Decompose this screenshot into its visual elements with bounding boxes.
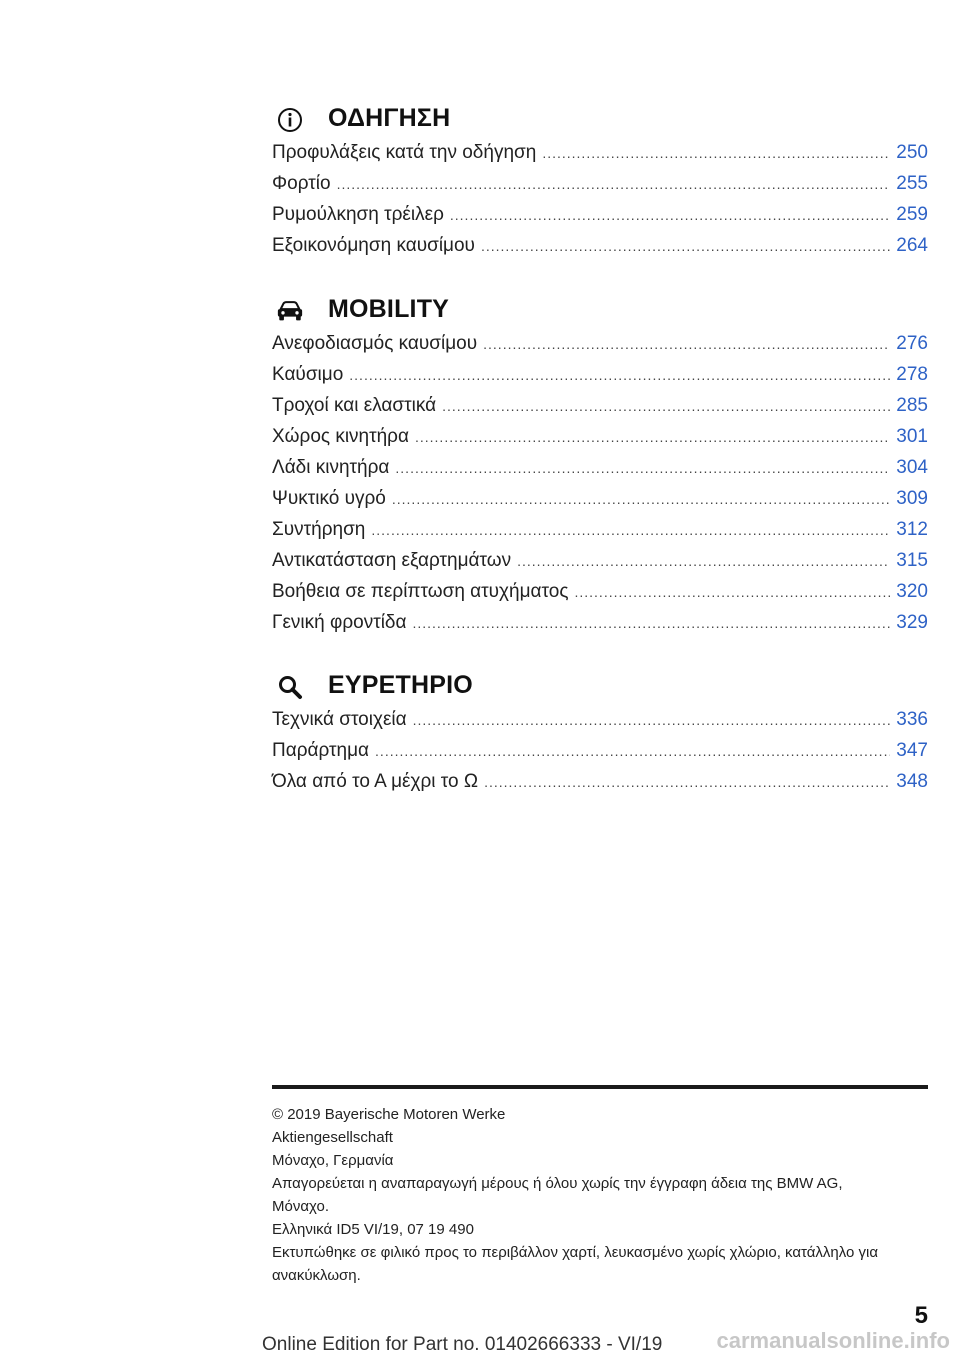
toc-section-mobility [272,293,928,643]
section-header [272,669,928,705]
toc-entry-label: Χώρος κινητήρα [272,426,409,447]
toc-page-link[interactable]: 336 [896,709,928,730]
toc-entry-label: Φορτίο [272,173,331,194]
toc-entry-label: Γενική φροντίδα [272,612,407,633]
imprint-line: Ελληνικά ID5 VI/19, 07 19 490 [272,1221,474,1238]
toc-entry-label: Τεχνικά στοιχεία [272,709,407,730]
toc-page-link[interactable]: 278 [896,364,928,385]
toc-entry[interactable] [272,333,928,364]
dot-leader [415,429,890,445]
toc-page-link[interactable]: 347 [896,740,928,761]
toc-page-link[interactable]: 301 [896,426,928,447]
toc-page-link[interactable]: 250 [896,142,928,163]
imprint-line: Απαγορεύεται η αναπαραγωγή μέρους ή όλου χωρίς την έγγραφη άδεια της BMW AG, [272,1175,843,1192]
imprint-line: Μόναχο, Γερμανία [272,1152,394,1169]
dot-leader [413,712,891,728]
toc-page-link[interactable]: 264 [896,235,928,256]
toc-entry-label: Όλα από το Α μέχρι το Ω [272,771,479,792]
section-title: ΟΔΗΓΗΣΗ [328,104,451,132]
toc-entry-label: Καύσιμο [272,364,344,385]
dot-leader [574,584,890,600]
toc-entry-label: Τροχοί και ελαστικά [272,395,437,416]
toc-entry[interactable] [272,173,928,204]
toc-entry-label: Παράρτημα [272,740,370,761]
toc-entry-label: Ανεφοδιασμός καυσίμου [272,333,478,354]
online-edition-footer: Online Edition for Part no. 01402666333 - VI/19 [262,1334,663,1355]
toc-entry[interactable] [272,709,928,740]
toc-entry[interactable] [272,142,928,173]
toc-entry-label: Βοήθεια σε περίπτωση ατυχήματος [272,581,569,602]
toc-section-index [272,669,928,802]
toc-entry[interactable] [272,612,928,643]
dot-leader [371,522,890,538]
toc-section-driving [272,102,928,266]
toc-entry[interactable] [272,740,928,771]
dot-leader [337,176,891,192]
dot-leader [412,615,890,631]
toc-entry[interactable] [272,395,928,426]
toc-entry-label: Συντήρηση [272,519,366,540]
toc-entry-label: Ψυκτικό υγρό [272,488,386,509]
imprint-divider [272,1085,928,1089]
toc-entry[interactable] [272,235,928,266]
dot-leader [484,774,890,790]
section-title: ΕΥΡΕΤΗΡΙΟ [328,671,473,699]
toc-entry-label: Αντικατάσταση εξαρτημάτων [272,550,512,571]
toc-page-link[interactable]: 320 [896,581,928,602]
dot-leader [349,367,890,383]
imprint-block [272,1103,928,1287]
toc-entry[interactable] [272,488,928,519]
section-header [272,102,928,138]
info-icon [276,106,304,134]
page-number: 5 [914,1302,928,1329]
toc-entry-label: Λάδι κινητήρα [272,457,390,478]
dot-leader [375,743,890,759]
toc-entry[interactable] [272,519,928,550]
imprint-line: © 2019 Bayerische Motoren Werke [272,1106,506,1123]
toc-page-link[interactable]: 304 [896,457,928,478]
toc-page-link[interactable]: 309 [896,488,928,509]
toc-entry-label: Ρυμούλκηση τρέιλερ [272,204,444,225]
imprint-line: Εκτυπώθηκε σε φιλικό προς το περιβάλλον χαρτί, λευκασμένο χωρίς χλώριο, κατάλληλο για [272,1244,879,1261]
watermark: carmanualsonline.info [716,1328,950,1353]
dot-leader [481,238,890,254]
dot-leader [483,336,890,352]
dot-leader [542,145,890,161]
dot-leader [450,207,890,223]
section-header [272,293,928,329]
toc-page-link[interactable]: 312 [896,519,928,540]
section-title: MOBILITY [328,295,450,323]
toc-page-link[interactable]: 255 [896,173,928,194]
dot-leader [442,398,890,414]
toc-page-link[interactable]: 348 [896,771,928,792]
toc-entry[interactable] [272,771,928,802]
dot-leader [392,491,890,507]
toc-entry[interactable] [272,457,928,488]
toc-entry-label: Προφυλάξεις κατά την οδήγηση [272,142,537,163]
toc-entry-label: Εξοικονόμηση καυσίμου [272,235,475,256]
toc-entry[interactable] [272,364,928,395]
imprint-line: ανακύκλωση. [272,1267,361,1284]
car-icon [276,297,304,325]
toc-page-link[interactable]: 276 [896,333,928,354]
dot-leader [395,460,890,476]
imprint-line: Μόναχο. [272,1198,329,1215]
toc-entry[interactable] [272,550,928,581]
dot-leader [517,553,890,569]
imprint-line: Aktiengesellschaft [272,1129,393,1146]
search-icon [276,673,304,701]
toc-entry[interactable] [272,581,928,612]
toc-entry[interactable] [272,204,928,235]
toc-page-link[interactable]: 259 [896,204,928,225]
toc-page-link[interactable]: 315 [896,550,928,571]
toc-entry[interactable] [272,426,928,457]
toc-page-link[interactable]: 285 [896,395,928,416]
toc-page-link[interactable]: 329 [896,612,928,633]
